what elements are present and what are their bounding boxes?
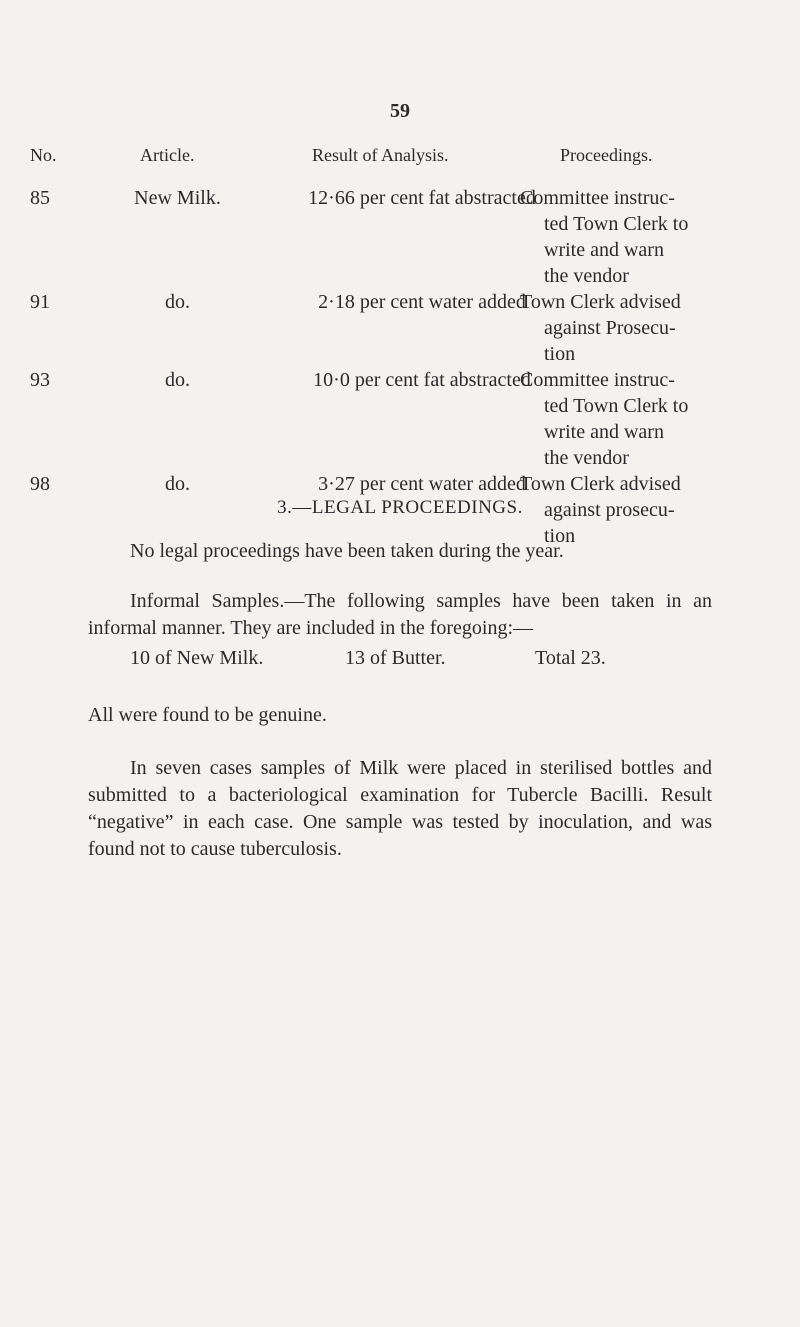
row-article: do. (165, 473, 190, 495)
count-butter: 13 of Butter. (345, 647, 446, 669)
page-number: 59 (390, 100, 410, 122)
legal-paragraph: No legal proceedings have been taken during the year. (130, 540, 564, 562)
row-proceedings (520, 185, 710, 289)
analysis-table (0, 145, 800, 549)
proceedings-line: write and warn (544, 421, 664, 443)
row-no: 93 (30, 369, 50, 391)
row-article: do. (165, 369, 190, 391)
proceedings-line: tion (544, 343, 576, 365)
proceedings-line: the vendor (544, 447, 629, 469)
proceedings-line: ted Town Clerk to (544, 213, 689, 235)
row-no: 85 (30, 187, 50, 209)
row-proceedings (520, 289, 710, 367)
row-result: 2·18 per cent water added (318, 291, 526, 313)
section-title: 3.—LEGAL PROCEEDINGS. (277, 497, 523, 518)
header-result: Result of Analysis. (312, 145, 449, 165)
proceedings-line: tion (544, 525, 576, 547)
proceedings-line: ted Town Clerk to (544, 395, 689, 417)
genuine-paragraph: All were found to be genuine. (88, 704, 327, 726)
proceedings-line: against Prosecu- (544, 317, 676, 339)
table-row (0, 185, 800, 289)
header-proceedings: Proceedings. (560, 145, 653, 165)
proceedings-line: Committee instruc- (520, 369, 675, 391)
row-result: 12·66 per cent fat abstracted (308, 187, 536, 209)
proceedings-line: Town Clerk advised (520, 473, 681, 495)
count-milk: 10 of New Milk. (130, 647, 264, 669)
informal-paragraph: Informal Samples.—The following samples have been taken in an informal manner. They are included in the foregoing:— (88, 590, 712, 639)
proceedings-line: Committee instruc- (520, 187, 675, 209)
row-article: do. (165, 291, 190, 313)
row-result: 3·27 per cent water added (318, 473, 526, 495)
proceedings-line: the vendor (544, 265, 629, 287)
count-total: Total 23. (535, 647, 606, 669)
table-row (0, 289, 800, 367)
proceedings-line: write and warn (544, 239, 664, 261)
row-article: New Milk. (134, 187, 221, 209)
bacilli-paragraph: In seven cases samples of Milk were placed in sterilised bottles and submitted to a bacteriological examination for Tubercle Bacilli. Result “negative” in each case. One sample was tested by inoculation, and was found not to cause tuberculosis. (88, 757, 712, 860)
table-header (0, 145, 800, 185)
row-result: 10·0 per cent fat abstracted (313, 369, 531, 391)
header-no: No. (30, 145, 57, 165)
table-row (0, 367, 800, 471)
row-proceedings (520, 367, 710, 471)
proceedings-line: against prosecu- (544, 499, 675, 521)
proceedings-line: Town Clerk advised (520, 291, 681, 313)
header-article: Article. (140, 145, 195, 165)
row-no: 98 (30, 473, 50, 495)
row-no: 91 (30, 291, 50, 313)
